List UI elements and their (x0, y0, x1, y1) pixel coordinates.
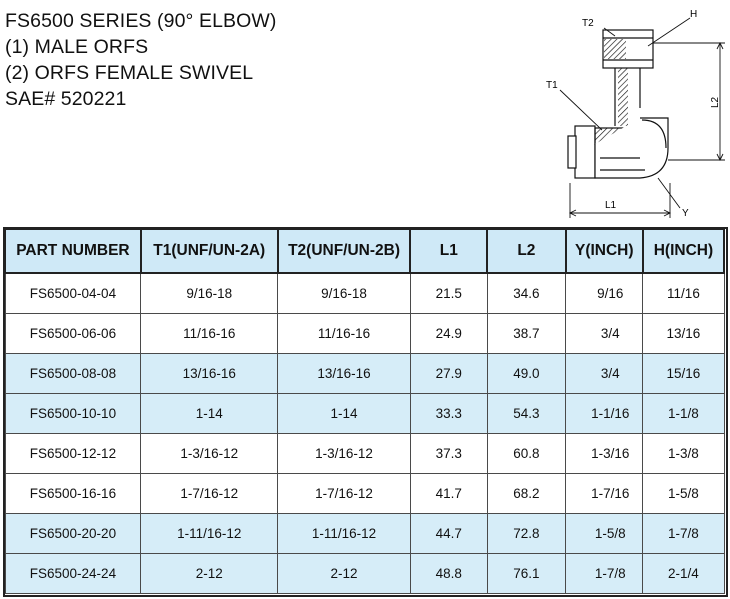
cell-l2: 34.6 (487, 273, 566, 314)
cell-l1: 48.8 (410, 554, 487, 594)
cell-t1: 1-3/16-12 (141, 434, 278, 474)
header-t2: T2(UNF/UN-2B) (278, 229, 411, 273)
table-header-row (5, 229, 724, 273)
cell-l2: 72.8 (487, 514, 566, 554)
cell-part-number: FS6500-24-24 (5, 554, 141, 594)
cell-y: 3/4 (566, 314, 643, 354)
cell-t2: 1-7/16-12 (278, 474, 411, 514)
cell-h: 11/16 (643, 273, 724, 314)
cell-h: 1-3/8 (643, 434, 724, 474)
cell-t1: 1-7/16-12 (141, 474, 278, 514)
label-y: Y (682, 208, 689, 219)
cell-y: 3/4 (566, 354, 643, 394)
female-swivel-line: (2) ORFS FEMALE SWIVEL (5, 62, 254, 84)
cell-l1: 44.7 (410, 514, 487, 554)
sae-number: SAE# 520221 (5, 88, 127, 110)
header-part-number: PART NUMBER (5, 229, 141, 273)
label-h: H (690, 9, 698, 20)
cell-l1: 33.3 (410, 394, 487, 434)
header-y: Y(INCH) (566, 229, 643, 273)
male-orfs-line: (1) MALE ORFS (5, 36, 149, 58)
cell-part-number: FS6500-04-04 (5, 273, 141, 314)
cell-t2: 11/16-16 (278, 314, 411, 354)
series-title: FS6500 SERIES (90° ELBOW) (5, 10, 277, 32)
cell-y: 1-7/16 (566, 474, 643, 514)
header-t1: T1(UNF/UN-2A) (141, 229, 278, 273)
cell-t1: 1-11/16-12 (141, 514, 278, 554)
cell-t1: 9/16-18 (141, 273, 278, 314)
label-t1: T1 (546, 80, 558, 91)
cell-h: 1-1/8 (643, 394, 724, 434)
cell-part-number: FS6500-10-10 (5, 394, 141, 434)
cell-l1: 37.3 (410, 434, 487, 474)
header-l1: L1 (410, 229, 487, 273)
specification-table (4, 228, 725, 594)
cell-t2: 1-3/16-12 (278, 434, 411, 474)
table-row (5, 354, 724, 394)
cell-t1: 13/16-16 (141, 354, 278, 394)
cell-t2: 2-12 (278, 554, 411, 594)
cell-l1: 27.9 (410, 354, 487, 394)
label-l1: L1 (605, 200, 617, 211)
label-t2: T2 (582, 18, 594, 29)
cell-y: 1-7/8 (566, 554, 643, 594)
cell-t1: 11/16-16 (141, 314, 278, 354)
cell-part-number: FS6500-16-16 (5, 474, 141, 514)
cell-t2: 1-11/16-12 (278, 514, 411, 554)
cell-part-number: FS6500-06-06 (5, 314, 141, 354)
header-l2: L2 (487, 229, 566, 273)
cell-t1: 1-14 (141, 394, 278, 434)
cell-h: 1-5/8 (643, 474, 724, 514)
cell-h: 15/16 (643, 354, 724, 394)
cell-h: 13/16 (643, 314, 724, 354)
cell-t2: 13/16-16 (278, 354, 411, 394)
cell-l2: 54.3 (487, 394, 566, 434)
cell-part-number: FS6500-08-08 (5, 354, 141, 394)
cell-h: 1-7/8 (643, 514, 724, 554)
cell-y: 1-3/16 (566, 434, 643, 474)
cell-h: 2-1/4 (643, 554, 724, 594)
table-row (5, 314, 724, 354)
cell-l1: 24.9 (410, 314, 487, 354)
cell-l2: 68.2 (487, 474, 566, 514)
table-row (5, 394, 724, 434)
label-l2: L2 (710, 96, 721, 108)
cell-l2: 49.0 (487, 354, 566, 394)
table-row (5, 474, 724, 514)
elbow-fitting-diagram (540, 8, 730, 223)
title-block (5, 8, 276, 112)
cell-l2: 76.1 (487, 554, 566, 594)
fitting-body (568, 30, 668, 178)
cell-y: 1-5/8 (566, 514, 643, 554)
cell-part-number: FS6500-12-12 (5, 434, 141, 474)
table-row (5, 554, 724, 594)
table-row (5, 273, 724, 314)
cell-t2: 1-14 (278, 394, 411, 434)
cell-l2: 60.8 (487, 434, 566, 474)
table-row (5, 434, 724, 474)
cell-y: 1-1/16 (566, 394, 643, 434)
cell-y: 9/16 (566, 273, 643, 314)
cell-l1: 21.5 (410, 273, 487, 314)
table-row (5, 514, 724, 554)
cell-part-number: FS6500-20-20 (5, 514, 141, 554)
cell-l1: 41.7 (410, 474, 487, 514)
cell-t1: 2-12 (141, 554, 278, 594)
cell-l2: 38.7 (487, 314, 566, 354)
header-h: H(INCH) (643, 229, 724, 273)
cell-t2: 9/16-18 (278, 273, 411, 314)
